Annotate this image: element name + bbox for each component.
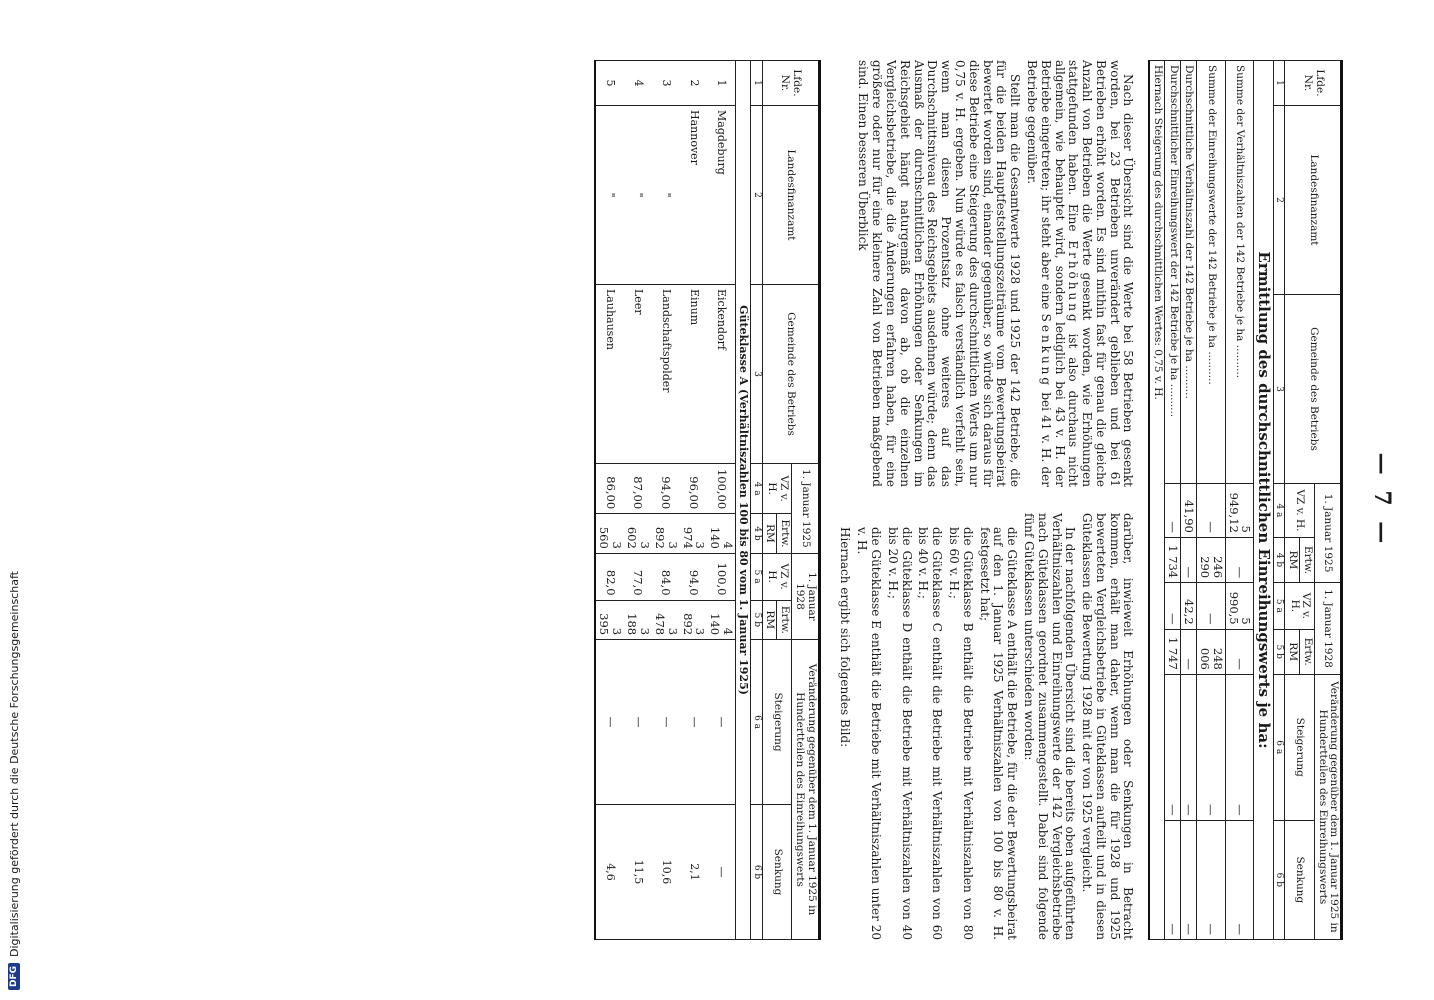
- cell: —: [1181, 537, 1197, 582]
- cell: —: [595, 640, 624, 805]
- cell: 3 478: [652, 600, 680, 640]
- col-jan25: 1. Januar 1925: [1314, 484, 1342, 583]
- emphasis: Senkung: [1038, 313, 1053, 389]
- cell: Leer: [624, 285, 652, 464]
- list-item: die Güteklasse C enthält die Betriebe mit Verhältniszahlen von 60 bis 40 v. H.;: [916, 527, 945, 940]
- cell: 86,00: [595, 464, 624, 514]
- table-row: [1225, 61, 1254, 940]
- table-row: [595, 61, 624, 940]
- col-vz-28: VZ v. H.: [762, 553, 792, 600]
- colnum: 1: [751, 61, 762, 106]
- cell: 84,0: [652, 553, 680, 600]
- cell: 3 560: [595, 514, 624, 554]
- row-label: Hiernach Steigerung des durchschnittlichen Wertes: 0,75 v. H.: [1150, 61, 1165, 940]
- footer: [2, 0, 26, 1000]
- cell: —: [1165, 583, 1181, 630]
- table-row: [624, 61, 652, 940]
- colnum: 6 b: [1274, 820, 1285, 939]
- col-gem: Gemeinde des Betriebs: [1285, 295, 1342, 484]
- emphasis: Erhöhung: [1066, 240, 1081, 325]
- cell: 3: [652, 61, 680, 106]
- col-rm-28: RM: [1285, 629, 1300, 674]
- cell: —: [1225, 537, 1254, 582]
- table-row: [1150, 61, 1165, 940]
- cell: —: [652, 640, 680, 805]
- cell: —: [1225, 674, 1254, 820]
- col-lfde: Lfde. Nr.: [762, 61, 819, 106]
- table-row: [680, 61, 708, 940]
- colnum: 5 b: [1274, 629, 1285, 674]
- row-label: Durchschnittliche Verhältniszahl der 142 Betriebe je ha ..........: [1181, 61, 1197, 484]
- document-page: [274, 0, 1434, 1000]
- cell: 1: [707, 61, 735, 106]
- cell: 77,0: [624, 553, 652, 600]
- colnum: 4 b: [1274, 537, 1285, 582]
- col-steig: Steigerung: [1285, 674, 1315, 820]
- cell: 5 949,12: [1225, 484, 1254, 538]
- cell: —: [1197, 484, 1226, 538]
- cell: 11,5: [624, 805, 652, 940]
- cell: Eickendorf: [707, 285, 735, 464]
- colnum: 5 a: [1274, 583, 1285, 630]
- col-change: Veränderung gegenüber dem 1. Januar 1925 in Hundertteilen des Einreihungswerts: [792, 640, 820, 940]
- col-rm-25: RM: [762, 514, 777, 554]
- col-jan28: 1. Januar 1928: [792, 553, 820, 639]
- cell: Hannover: [680, 106, 708, 285]
- list-item: die Güteklasse E enthält die Betriebe mit Verhältniszahlen unter 20 v. H.: [855, 527, 883, 940]
- text-columns: [835, 60, 1135, 940]
- col-vz-28: VZ v. H.: [1285, 583, 1315, 630]
- cell: 4,6: [595, 805, 624, 940]
- table-einreihungswert: [1149, 60, 1344, 940]
- col-senk: Senkung: [1285, 820, 1315, 939]
- cell: 96,00: [680, 464, 708, 514]
- table-row: [1197, 61, 1226, 940]
- cell: —: [707, 805, 735, 940]
- table1-title: Ermittlung des durchschnittlichen Einreihungswerts je ha:: [1254, 61, 1274, 940]
- cell: 3 602: [624, 514, 652, 554]
- cell: —: [1197, 674, 1226, 820]
- cell: —: [1165, 484, 1181, 538]
- colnum: 6 b: [751, 805, 762, 940]
- table-row: [1181, 61, 1197, 940]
- col-ertw-28: Ertw.: [1300, 629, 1315, 674]
- text-column-left: [835, 60, 1135, 487]
- cell: 4 140: [707, 514, 735, 554]
- cell: Lauhausen: [595, 285, 624, 464]
- list-item: die Güteklasse B enthält die Betriebe mit Verhältniszahlen von 80 bis 60 v. H.;: [946, 527, 975, 940]
- cell: 1 747: [1165, 629, 1181, 674]
- cell: —: [707, 640, 735, 805]
- col-change: Veränderung gegenüber dem 1. Januar 1925 in Hundertteilen des Einreihungswerts: [1314, 674, 1342, 939]
- cell: 246 290: [1197, 537, 1226, 582]
- cell: —: [680, 640, 708, 805]
- list-item: die Güteklasse D enthält die Betriebe mit Verhältniszahlen von 40 bis 20 v. H.;: [885, 527, 914, 940]
- col-rm-28: RM: [762, 600, 777, 640]
- cell: 5: [595, 61, 624, 106]
- table-row: [707, 61, 735, 940]
- rotated-page: [274, 0, 1434, 1000]
- col-ertw-28: Ertw.: [777, 600, 792, 640]
- row-label: Summe der Einreihungswerte der 142 Betriebe je ha ..........: [1197, 61, 1226, 484]
- cell: 5 990,5: [1225, 583, 1254, 630]
- col-gem: Gemeinde des Betriebs: [762, 285, 819, 464]
- cell: Landschaftspolder: [652, 285, 680, 464]
- list-item: die Güteklasse A enthält die Betriebe, für die der Bewertungsbeirat auf den 1. Januar 1925 Verhältniszahlen von 100 bis 80 v. H. festgesetzt hat;: [977, 527, 1020, 940]
- footer-text: Digitalisierung gefördert durch die Deutsche Forschungsgemeinschaft: [7, 571, 21, 957]
- text-run: Nach dieser Übersicht sind die Werte bei 58 Betrieben gesenkt worden, bei 23 Betrieben unverändert geblieben und bei 61 Betrieben erhöht worden. Es sind mithin fast für genau die gleiche Anzahl von Betrieben die Werte gesenkt worden, wie Erhöhungen stattgefunden haben. Eine: [1066, 60, 1136, 487]
- col-lfde: Lfde. Nr.: [1285, 61, 1342, 106]
- cell: 248 006: [1197, 629, 1226, 674]
- colnum: 4 b: [751, 514, 762, 554]
- col-jan28: 1. Januar 1928: [1314, 583, 1342, 675]
- cell: 3 395: [595, 600, 624, 640]
- cell: 10,6: [652, 805, 680, 940]
- cell: —: [1225, 820, 1254, 939]
- cell: —: [1165, 820, 1181, 939]
- cell: 94,00: [652, 464, 680, 514]
- cell: ": [595, 106, 624, 285]
- cell: 82,0: [595, 553, 624, 600]
- table-row: [652, 61, 680, 940]
- cell: Einum: [680, 285, 708, 464]
- colnum: 4 a: [751, 464, 762, 514]
- paragraph: In der nachfolgenden Übersicht sind die bereits oben aufgeführten Verhältniszahlen und Einreihungswerte der 142 Vergleichsbetriebe nach Güteklassen geordnet zusammengestellt. Dabei sind folgende fünf Güteklassen unterschieden worden:: [1021, 513, 1078, 940]
- table-title-row: [736, 61, 751, 940]
- cell: 2,1: [680, 805, 708, 940]
- colnum: 3: [751, 285, 762, 464]
- cell: 3 974: [680, 514, 708, 554]
- col-rm-25: RM: [1285, 537, 1300, 582]
- cell: 3 892: [680, 600, 708, 640]
- cell: —: [1181, 629, 1197, 674]
- colnum: 6 a: [1274, 674, 1285, 820]
- cell: —: [1197, 820, 1226, 939]
- col-vz-25: VZ v. H.: [762, 464, 792, 514]
- cell: ": [652, 106, 680, 285]
- paragraph: Hiernach ergibt sich folgendes Bild:: [838, 527, 853, 748]
- col-ertw-25: Ertw.: [1300, 537, 1315, 582]
- cell: 3 892: [652, 514, 680, 554]
- colnum: 6 a: [751, 640, 762, 805]
- paragraph: darüber, inwieweit Erhöhungen oder Senkungen in Betracht kommen, erhält man daher, wenn man die für 1928 und 1925 bewerteten Vergleichsbetriebe in Güteklassen aufteilt und in diesen Güteklassen die Bewertung 1928 mit der von 1925 vergleicht.: [1080, 513, 1136, 940]
- text-column-right: [835, 513, 1135, 940]
- cell: —: [1225, 629, 1254, 674]
- table-gueteklasse-a: [594, 60, 820, 940]
- col-vz-25: VZ v. H.: [1285, 484, 1315, 538]
- col-steig: Steigerung: [762, 640, 792, 805]
- cell: —: [624, 640, 652, 805]
- cell: —: [1181, 820, 1197, 939]
- col-ertw-25: Ertw.: [777, 514, 792, 554]
- dfg-logo: DFG: [8, 963, 20, 990]
- col-jan25: 1. Januar 1925: [792, 464, 820, 554]
- table2-title: Güteklasse A (Verhältniszahlen 100 bis 80 vom 1. Januar 1925): [736, 61, 751, 940]
- colnum: 4 a: [1274, 484, 1285, 538]
- table-title-row: [1254, 61, 1274, 940]
- cell: 87,00: [624, 464, 652, 514]
- cell: —: [1197, 583, 1226, 630]
- text-run: ist also durchaus nicht allgemein, wie behauptet wird, sondern lediglich bei 43 v. H. der Betriebe eingetreten; ihr steht aber eine: [1038, 60, 1081, 487]
- paragraph: [1024, 60, 1134, 487]
- colnum: 3: [1274, 295, 1285, 484]
- col-senk: Senkung: [762, 805, 792, 940]
- paragraph: Stellt man die Gesamtwerte 1928 und 1925 der 142 Betriebe, die für die beiden Hauptfeststellungszeiträume vom Bewertungsbeirat bewertet worden sind, einander gegenüber, so würde sich daraus für diese Betriebe eine Steigerung des durchschnittlichen Werts um nur 0,75 v. H. ergeben. Nun würde es falsch verständlich verfehlt sein, wenn man diesen Prozentsatz ohne weiteres auf das Durchschnittsniveau des Reichsgebiets ausdehnen würde; denn das Ausmaß der durchschnittlichen Erhöhungen oder Senkungen im Reichsgebiet hängt naturgemäß davon ab, ob die einzelnen Vergleichsbetriebe, die die Änderungen erfahren haben, für eine größere oder nur für eine kleinere Zahl von Betrieben maßgebend sind. Einen besseren Überblick: [856, 60, 1023, 487]
- cell: 100,0: [707, 553, 735, 600]
- col-amt: Landesfinanzamt: [762, 106, 819, 285]
- cell: ": [624, 106, 652, 285]
- row-label: Summe der Verhältniszahlen der 142 Betriebe je ha ..........: [1225, 61, 1254, 484]
- col-amt: Landesfinanzamt: [1285, 106, 1342, 295]
- cell: 2: [680, 61, 708, 106]
- colnum: 2: [751, 106, 762, 285]
- cell: —: [1181, 674, 1197, 820]
- cell: —: [1165, 674, 1181, 820]
- table-row: [1165, 61, 1181, 940]
- cell: 41,90: [1181, 484, 1197, 538]
- cell: 4: [624, 61, 652, 106]
- colnum: 2: [1274, 106, 1285, 295]
- colnum: 5 b: [751, 600, 762, 640]
- cell: Magdeburg: [707, 106, 735, 285]
- cell: 94,0: [680, 553, 708, 600]
- cell: 3 188: [624, 600, 652, 640]
- colnum: 1: [1274, 61, 1285, 106]
- row-label: Durchschnittlicher Einreihungswert der 142 Betriebe je ha ..........: [1165, 61, 1181, 484]
- cell: 1 734: [1165, 537, 1181, 582]
- cell: 4 140: [707, 600, 735, 640]
- colnum: 5 a: [751, 553, 762, 600]
- text-run: bei 41 v. H. der Betriebe gegenüber.: [1024, 60, 1053, 487]
- cell: 100,00: [707, 464, 735, 514]
- page-number: — 7 —: [1369, 452, 1395, 548]
- cell: 42,2: [1181, 583, 1197, 630]
